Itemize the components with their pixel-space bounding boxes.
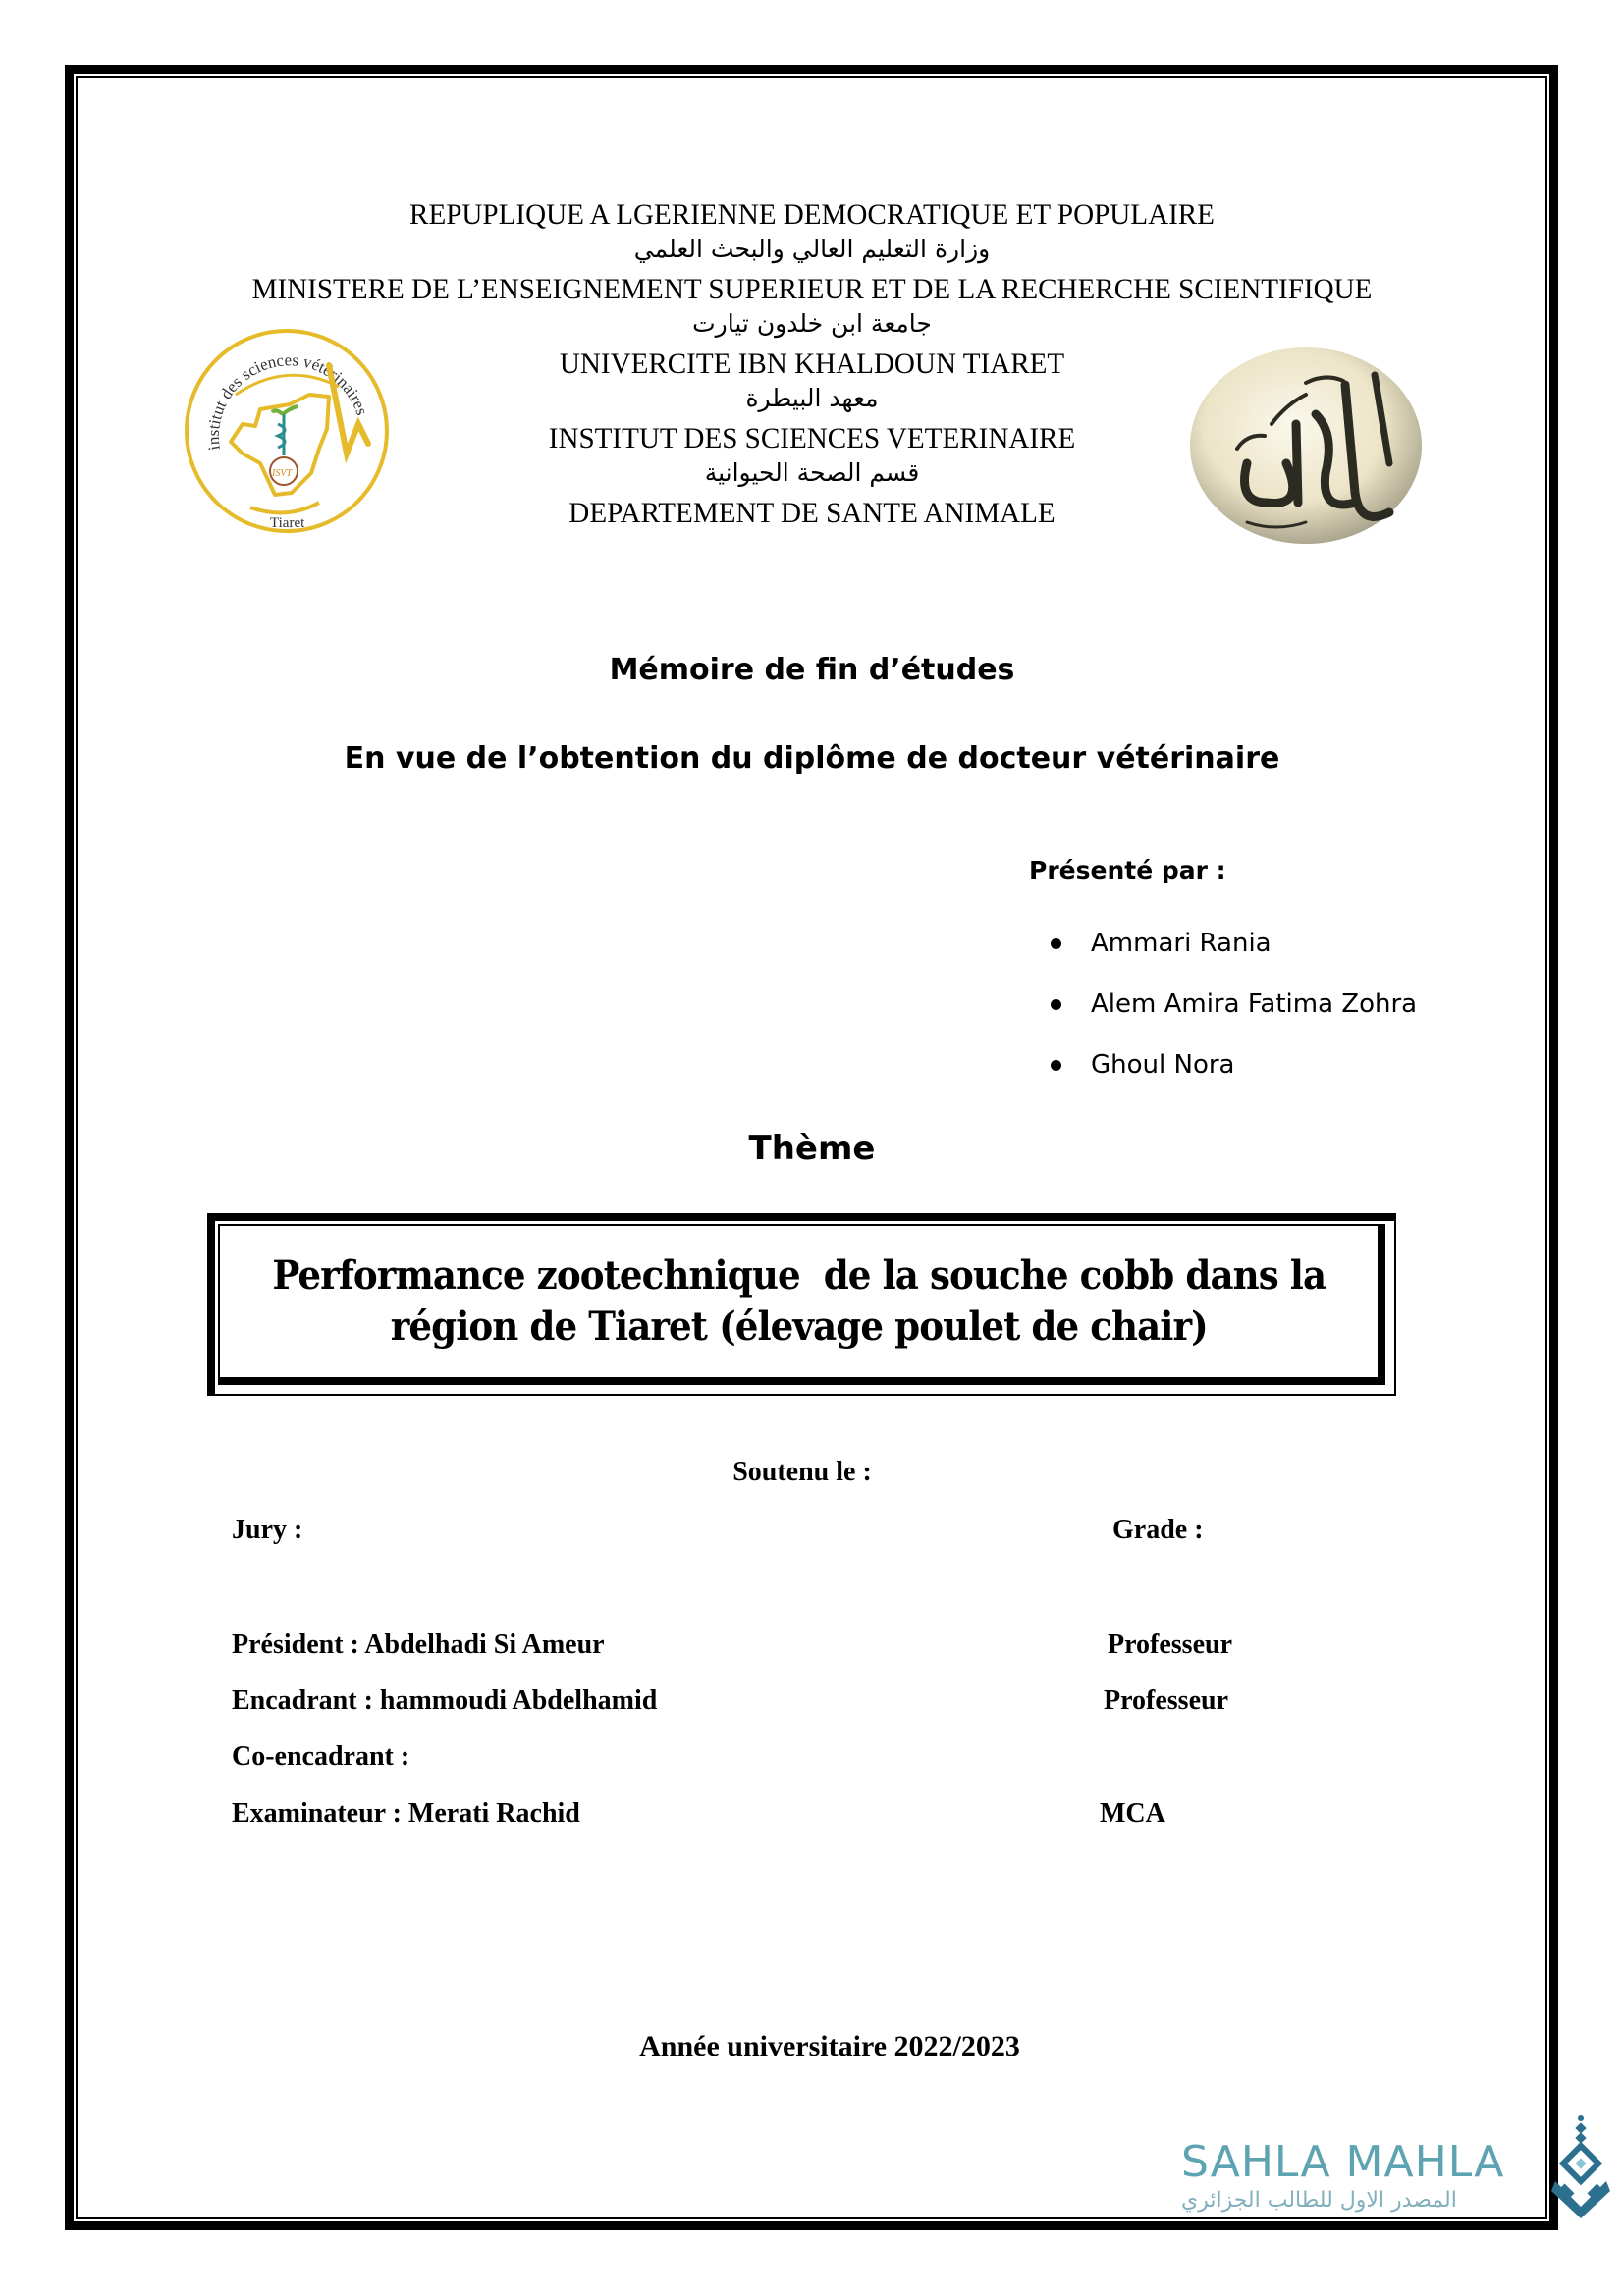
- bullet-icon: [1051, 999, 1061, 1010]
- bullet-icon: [1051, 938, 1061, 949]
- student-name: Ghoul Nora: [1091, 1050, 1235, 1080]
- jury-member: Co-encadrant :: [232, 1741, 410, 1772]
- student-name: Ammari Rania: [1091, 929, 1272, 958]
- header-line-ministry-ar: وزارة التعليم العالي والبحث العلمي: [633, 235, 991, 263]
- jury-grade: MCA: [1100, 1798, 1165, 1829]
- student-name: Alem Amira Fatima Zohra: [1091, 989, 1418, 1019]
- svg-text:institut des sciences vétérina: institut des sciences vétérinaires: [203, 350, 372, 452]
- ibn-khaldoun-calligraphy-icon: [1188, 346, 1424, 547]
- jury-row-president: [232, 1629, 1312, 1669]
- list-item: [1041, 913, 1417, 974]
- universite-ibn-khaldoun-logo: [1188, 346, 1424, 547]
- thesis-title: [272, 1251, 1326, 1353]
- jury-row-examinateur: [232, 1798, 1312, 1838]
- memoire-title: Mémoire de fin d’études: [609, 653, 1015, 687]
- academic-year: Année universitaire 2022/2023: [639, 2030, 1020, 2062]
- watermark-subtitle: المصدر الاول للطالب الجزائري: [1181, 2188, 1457, 2213]
- thesis-title-line-2: région de Tiaret (élevage poulet de chair): [390, 1304, 1208, 1350]
- memoire-subtitle: En vue de l’obtention du diplôme de docteur vétérinaire: [344, 741, 1280, 775]
- grade-label: Grade :: [1112, 1515, 1204, 1545]
- header-line-department-ar: قسم الصحة الحيوانية: [704, 458, 920, 487]
- thesis-title-line-1: Performance zootechnique de la souche cobb dans la: [272, 1253, 1326, 1299]
- jury-grade: Professeur: [1108, 1629, 1232, 1660]
- bullet-icon: [1051, 1060, 1061, 1071]
- watermark-title: SAHLA MAHLA: [1181, 2137, 1505, 2187]
- jury-member: Examinateur : Merati Rachid: [232, 1798, 580, 1829]
- jury-row-encadrant: [232, 1685, 1312, 1725]
- defense-date-label: Soutenu le :: [732, 1457, 872, 1487]
- header-line-department: DEPARTEMENT DE SANTE ANIMALE: [568, 497, 1056, 529]
- header-line-university: UNIVERCITE IBN KHALDOUN TIARET: [559, 347, 1065, 380]
- svg-text:ISVT: ISVT: [272, 468, 292, 479]
- header-line-institute: INSTITUT DES SCIENCES VETERINAIRE: [548, 422, 1076, 454]
- vet-institute-emblem-icon: [182, 326, 392, 536]
- header-line-institute-ar: معهد البيطرة: [745, 384, 879, 412]
- jury-member: Encadrant : hammoudi Abdelhamid: [232, 1685, 658, 1716]
- list-item: [1041, 974, 1417, 1035]
- student-list: [1041, 913, 1417, 1095]
- jury-label: Jury :: [232, 1515, 303, 1545]
- header-line-republic: REPUPLIQUE A LGERIENNE DEMOCRATIQUE ET POPULAIRE: [409, 198, 1215, 231]
- list-item: [1041, 1035, 1417, 1095]
- thesis-title-box: [218, 1224, 1385, 1385]
- theme-label: Thème: [748, 1129, 876, 1168]
- institut-sciences-veterinaires-logo: [182, 326, 392, 536]
- jury-grade: Professeur: [1104, 1685, 1228, 1716]
- header-line-university-ar: جامعة ابن خلدون تيارت: [692, 309, 932, 338]
- svg-text:Tiaret: Tiaret: [270, 515, 305, 531]
- presented-by-label: Présenté par :: [1029, 856, 1226, 884]
- jury-row-co-encadrant: [232, 1741, 1312, 1781]
- jury-member: Président : Abdelhadi Si Ameur: [232, 1629, 605, 1660]
- header-line-ministry: MINISTERE DE L’ENSEIGNEMENT SUPERIEUR ET DE LA RECHERCHE SCIENTIFIQUE: [251, 273, 1373, 305]
- sahla-mahla-emblem-icon: [1551, 2112, 1610, 2220]
